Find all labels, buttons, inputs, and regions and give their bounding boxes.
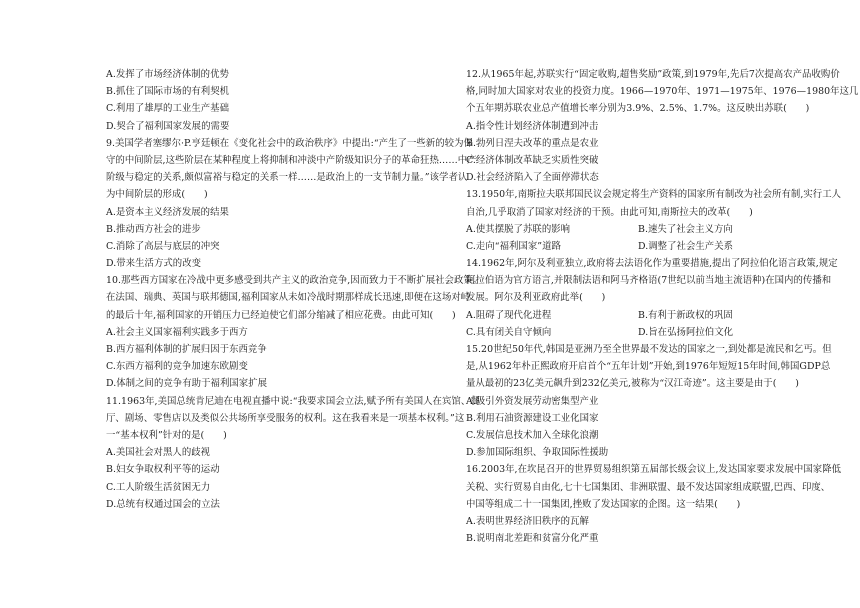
text-line: 15.20世纪50年代,韩国是亚洲乃至全世界最不发达的国家之一,到处都是流民和乞丐。但: [466, 344, 832, 355]
text-line: 14.1962年,阿尔及利亚独立,政府将去法语化作为重要措施,提出了阿拉伯化语言政策,规定: [466, 258, 838, 270]
text-line: A.是资本主义经济发展的结果: [106, 206, 229, 218]
text-line: C.发展信息技术加入全球化浪潮: [466, 429, 599, 441]
text-line: D.总统有权通过国会的立法: [106, 498, 220, 510]
text-line: B.抓住了国际市场的有利契机: [106, 86, 230, 98]
text-line: D.带来生活方式的改变: [106, 258, 202, 270]
option-text: D.旨在弘扬阿拉伯文化: [638, 326, 734, 338]
text-line: 阿拉伯语为官方语言,并限制法语和阿马齐格语(7世纪以前当地主流语种)在国内的传播和: [466, 275, 832, 287]
text-line: A.社会主义国家福利实践多于西方: [106, 326, 248, 338]
text-line: C.东西方福利的竞争加速东欧剧变: [106, 361, 248, 373]
text-line: 11.1963年,美国总统肯尼迪在电视直播中说:“我要求国会立法,赋予所有美国人在宾馆、餐: [106, 395, 480, 407]
text-line: 发展。阿尔及利亚政府此举( ): [466, 292, 606, 304]
text-line: B.勃列日涅夫改革的重点是农业: [466, 137, 599, 149]
text-line: 阶级与稳定的关系,颇似富裕与稳定的关系一样……是政治上的一支节制力量。”该学者认: [106, 172, 468, 184]
text-line: C.经济体制改革缺乏实质性突破: [466, 154, 599, 166]
text-line: C.工人阶级生活贫困无力: [106, 481, 211, 493]
text-line: 9.美国学者塞缪尔·P.亨廷顿在《变化社会中的政治秩序》中提出:“产生了一些新的较为保: [106, 137, 473, 149]
text-line: 格,同时加大国家对农业的投资力度。1966—1970年、1971—1975年、1976—1980年这几: [466, 86, 859, 98]
text-line: C.利用了雄厚的工业生产基础: [106, 103, 230, 115]
text-line: 中国等组成二十一国集团,挫败了发达国家的企图。这一结果( ): [466, 498, 741, 510]
text-line: 自治,几乎取消了国家对经济的干预。由此可知,南斯拉夫的改革( ): [466, 206, 753, 218]
text-line: 守的中间阶层,这些阶层在某种程度上将抑制和冲淡中产阶级知识分子的革命狂热……中产: [106, 154, 477, 166]
text-line: 10.那些西方国家在冷战中更多感受到共产主义的政治竞争,因而致力于不断扩展社会政策。: [106, 275, 483, 287]
option-row: [466, 238, 810, 255]
text-line: D.契合了福利国家发展的需要: [106, 120, 230, 132]
option-text: A.阻碍了现代化进程: [466, 309, 552, 321]
text-line: B.说明南北差距和贫富分化严重: [466, 533, 599, 545]
text-line: 的最后十年,福利国家的开销压力已经迫使它们部分缩减了相应花费。由此可知( ): [106, 309, 456, 321]
option-row: [466, 307, 810, 324]
text-line: 个五年期苏联农业总产值增长率分别为3.9%、2.5%、1.7%。这反映出苏联( ): [466, 103, 810, 115]
option-text: B.有利于新政权的巩固: [638, 309, 733, 321]
text-line: 13.1950年,南斯拉夫联邦国民议会规定将生产资料的国家所有制改为社会所有制,实行工人: [466, 189, 842, 201]
text-line: 16.2003年,在坎昆召开的世界贸易组织第五届部长级会议上,发达国家要求发展中国家降低: [466, 464, 842, 476]
option-text: B.速失了社会主义方向: [638, 223, 733, 235]
option-text: C.具有闭关自守倾向: [466, 326, 552, 338]
text-line: 是,从1962年朴正熙政府开启首个“五年计划”开始,到1976年短短15年时间,韩国GDP总: [466, 361, 831, 373]
text-line: A.美国社会对黑人的歧视: [106, 447, 211, 459]
text-line: 关税、实行贸易自由化,七十七国集团、非洲联盟、最不发达国家组成联盟,巴西、印度、: [466, 481, 831, 493]
text-line: B.西方福利体制的扩展归因于东西竞争: [106, 344, 267, 355]
text-line: A.指令性计划经济体制遭到冲击: [466, 120, 599, 132]
left-column: [106, 66, 483, 513]
right-column: [466, 66, 859, 547]
text-line: 为中间阶层的形成( ): [106, 189, 208, 201]
text-line: 量从最初的23亿美元飙升到232亿美元,被称为“汉江奇迹”。这主要是由于( ): [466, 378, 799, 390]
text-line: A.表明世界经济旧秩序的瓦解: [466, 515, 589, 527]
text-line: B.利用石油资源建设工业化国家: [466, 412, 599, 424]
text-line: D.参加国际组织、争取国际性援助: [466, 447, 609, 459]
text-line: 在法国、瑞典、英国与联邦德国,福利国家从未如冷战时期那样成长迅速,即便在这场对峙: [106, 292, 471, 304]
text-line: C.消除了高层与底层的冲突: [106, 240, 220, 252]
text-line: 厅、剧场、零售店以及类似公共场所享受服务的权利。这在我看来是一项基本权利。”这: [106, 412, 465, 424]
text-line: A.吸引外资发展劳动密集型产业: [466, 395, 599, 407]
option-text: C.走向“福利国家”道路: [466, 240, 562, 252]
option-row: [466, 221, 810, 238]
text-line: 12.从1965年起,苏联实行“固定收购,超售奖励”政策,到1979年,先后7次提高农产品收购价: [466, 69, 840, 80]
text-line: B.妇女争取权利平等的运动: [106, 464, 220, 476]
text-line: 一“基本权利”针对的是( ): [106, 429, 227, 441]
option-row: [466, 324, 810, 341]
text-line: B.推动西方社会的进步: [106, 223, 201, 235]
text-line: A.发挥了市场经济体制的优势: [106, 69, 229, 80]
text-line: D.体制之间的竞争有助于福利国家扩展: [106, 378, 268, 390]
option-text: A.使其摆脱了苏联的影响: [466, 223, 571, 235]
text-line: D.社会经济陷入了全面停滞状态: [466, 172, 599, 184]
option-text: D.调整了社会生产关系: [638, 240, 734, 252]
